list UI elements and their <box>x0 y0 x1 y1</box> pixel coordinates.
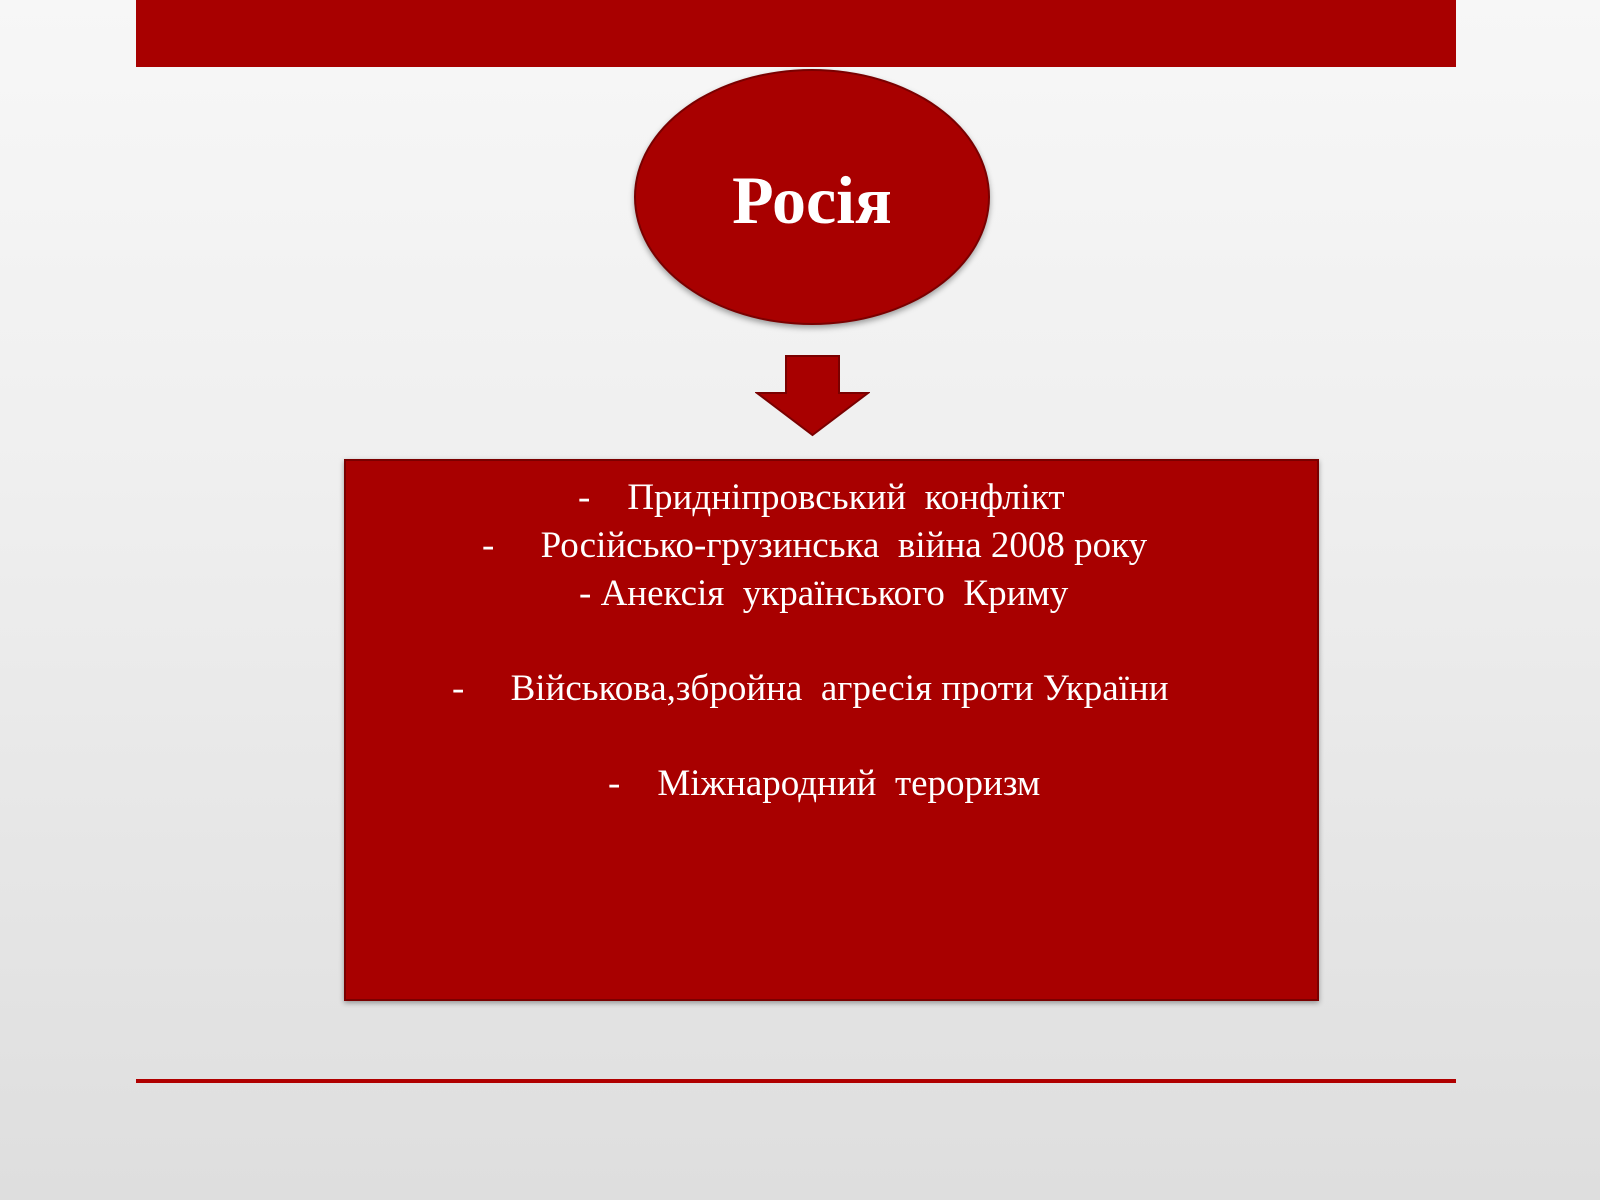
down-arrow-icon <box>755 355 870 437</box>
russia-node-label: Росія <box>732 161 892 238</box>
threat-item-georgia-war: - Російсько-грузинська війна 2008 року <box>482 525 1148 566</box>
threat-item-transnistria: - Придніпровський конфлікт <box>578 477 1065 518</box>
threat-item-military-aggression: - Військова,збройна агресія проти України <box>452 668 1169 709</box>
russia-node <box>634 69 990 325</box>
threat-item-crimea-annexation: - Анексія українського Криму <box>579 573 1069 614</box>
top-header-band <box>136 0 1456 67</box>
threats-list-box <box>344 459 1319 1001</box>
threat-item-terrorism: - Міжнародний тероризм <box>608 763 1041 804</box>
bottom-divider <box>136 1079 1456 1083</box>
